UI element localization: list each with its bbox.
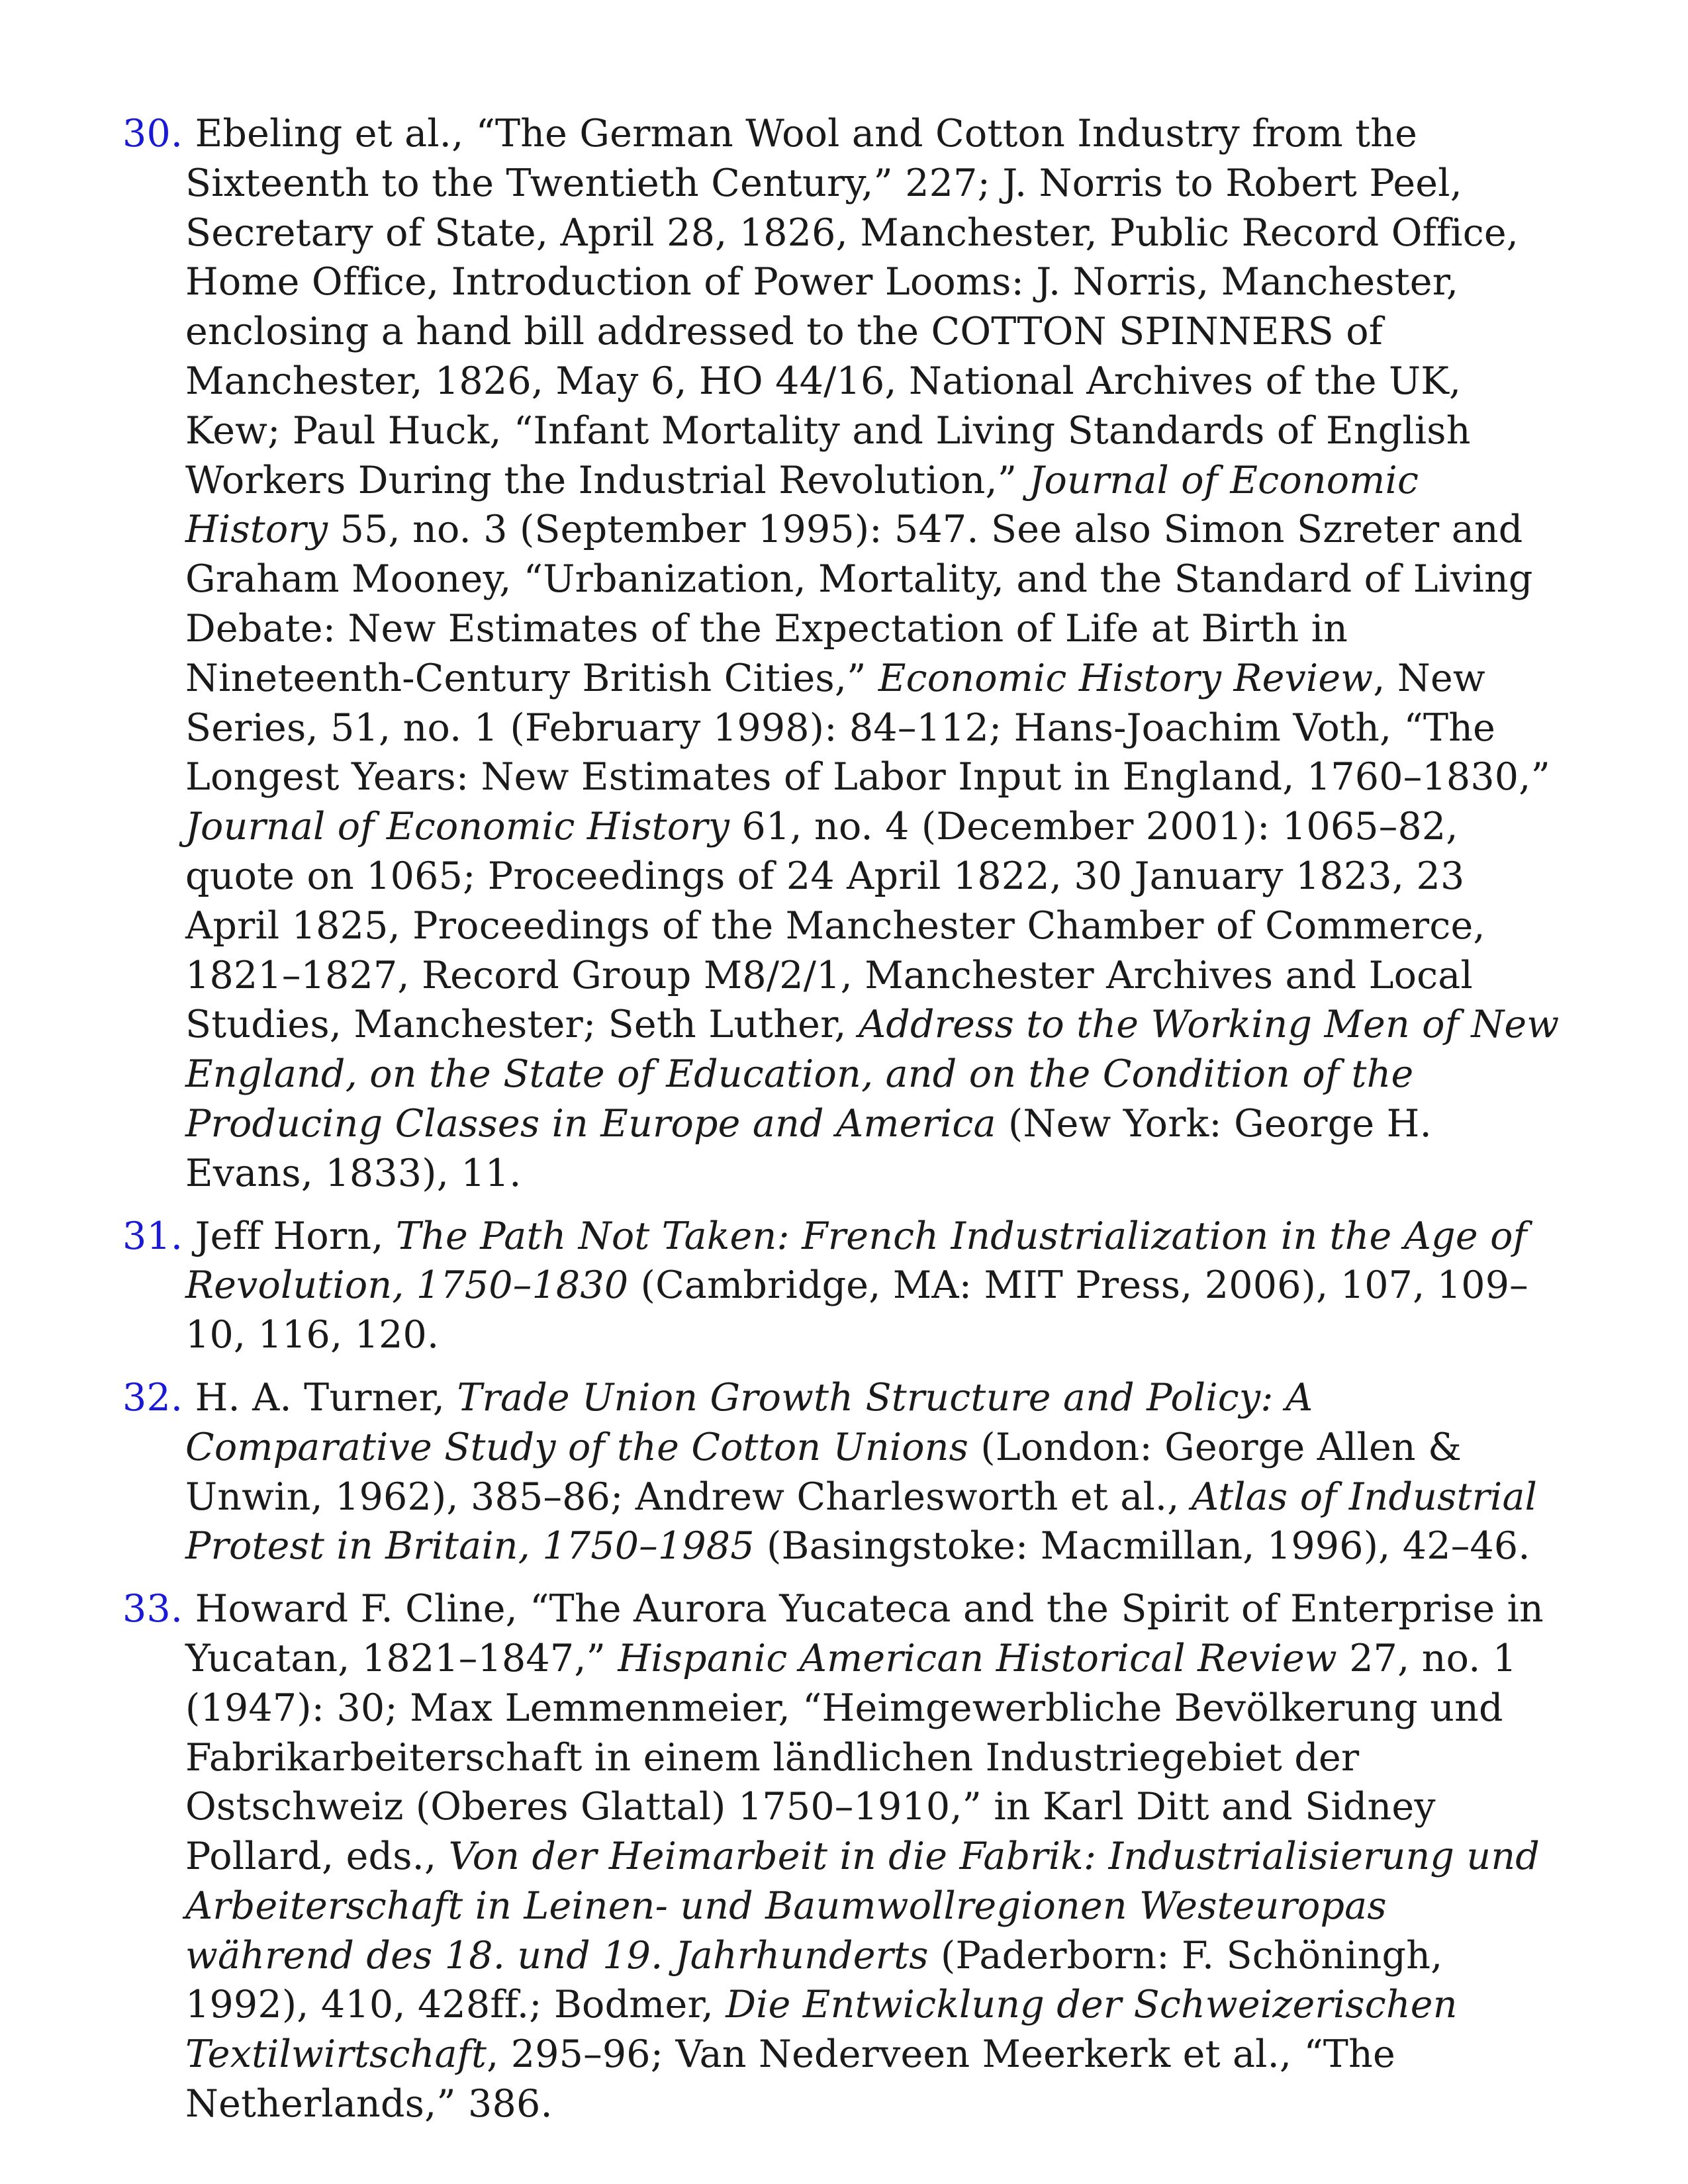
citation-title: Journal of Economic History [185,458,1419,552]
citation-text: Ebeling et al., “The German Wool and Cotton Industry from the Sixteenth to the Twentieth Century,” 227; J. Norris to Robert Peel, Secretary of State, April 28, 1826, Manchester, Public Record Office, Home Office, Introduction of Power Looms: J. Norris, Manchester, enclosing a hand bill addressed to the COTTON SPINNERS of Manchester, 1826, May 6, HO 44/16, National Archives of the UK, Kew; Paul Huck, “Infant Mortality and Living Standards of English Workers During the Industrial Revolution,” [185,112,1519,502]
citation-text: 27, no. 1 (1947): 30; Max Lemmenmeier, “Heimgewerbliche Bevölkerung und Fabrikarbeiterschaft in einem ländlichen Industriegebiet der Ostschweiz (Oberes Glattal) 1750–1910,” in Karl Ditt and Sidney Pollard, eds., [185,1636,1517,1879]
citation-title: Address to the Working Men of New England, on the State of Education, and on the Condition of the Producing Classes in Europe and America [185,1003,1560,1146]
citation-title: Hispanic American Historical Review [618,1636,1337,1680]
citation-text: (Basingstoke: Macmillan, 1996), 42–46. [754,1524,1530,1569]
citation-text: H. A. Turner, [195,1375,457,1420]
citation-title: Die Entwicklung der Schweizerischen Textilwirtschaft [185,1983,1458,2077]
citation-text: (Cambridge, MA: MIT Press, 2006), 107, 109–10, 116, 120. [185,1263,1528,1357]
endnote-number-link[interactable]: 31. [122,1214,183,1258]
endnote-number-link[interactable]: 33. [122,1587,183,1631]
endnotes-page [122,109,1562,2142]
citation-text: , 295–96; Van Nederveen Meerkerk et al., “The Netherlands,” 386. [185,2032,1395,2126]
citation-text: Jeff Horn, [195,1214,396,1258]
endnote-31 [122,1212,1562,1360]
endnote-33 [122,1584,1562,2129]
citation-text: (Paderborn: F. Schöningh, 1992), 410, 428ff.; Bodmer, [185,1933,1443,2027]
citation-text: , New Series, 51, no. 1 (February 1998): 84–112; Hans-Joachim Voth, “The Longest Years: New Estimates of Labor Input in England, 1760–1830,” [185,656,1550,799]
citation-text: (New York: George H. Evans, 1833), 11. [185,1101,1432,1195]
citation-title: Trade Union Growth Structure and Policy: A Comparative Study of the Cotton Unions [185,1375,1313,1469]
citation-title: Von der Heimarbeit in die Fabrik: Industrialisierung und Arbeiterschaft in Leinen- und Baumwollregionen Westeuropas während des 18. und 19. Jahrhunderts [185,1835,1540,1978]
citation-title: Economic History Review [878,656,1374,700]
endnote-32 [122,1373,1562,1571]
citation-title: Journal of Economic History [185,805,730,849]
citation-text: (London: George Allen & Unwin, 1962), 385–86; Andrew Charlesworth et al., [185,1425,1462,1519]
endnote-number-link[interactable]: 30. [122,112,183,156]
endnote-30 [122,109,1562,1199]
citation-text: Howard F. Cline, “The Aurora Yucateca and the Spirit of Enterprise in Yucatan, 1821–1847,” [185,1587,1544,1680]
endnote-number-link[interactable]: 32. [122,1375,183,1420]
citation-title: Atlas of Industrial Protest in Britain, 1750–1985 [185,1475,1538,1569]
citation-text: 55, no. 3 (September 1995): 547. See also Simon Szreter and Graham Mooney, “Urbanization, Mortality, and the Standard of Living Debate: New Estimates of the Expectation of Life at Birth in Nineteenth-Century British Cities,” [185,508,1533,700]
citation-text: 61, no. 4 (December 2001): 1065–82, quote on 1065; Proceedings of 24 April 1822, 30 January 1823, 23 April 1825, Proceedings of the Manchester Chamber of Commerce, 1821–1827, Record Group M8/2/1, Manchester Archives and Local Studies, Manchester; Seth Luther, [185,805,1485,1047]
citation-title: The Path Not Taken: French Industrialization in the Age of Revolution, 1750–1830 [185,1214,1527,1308]
